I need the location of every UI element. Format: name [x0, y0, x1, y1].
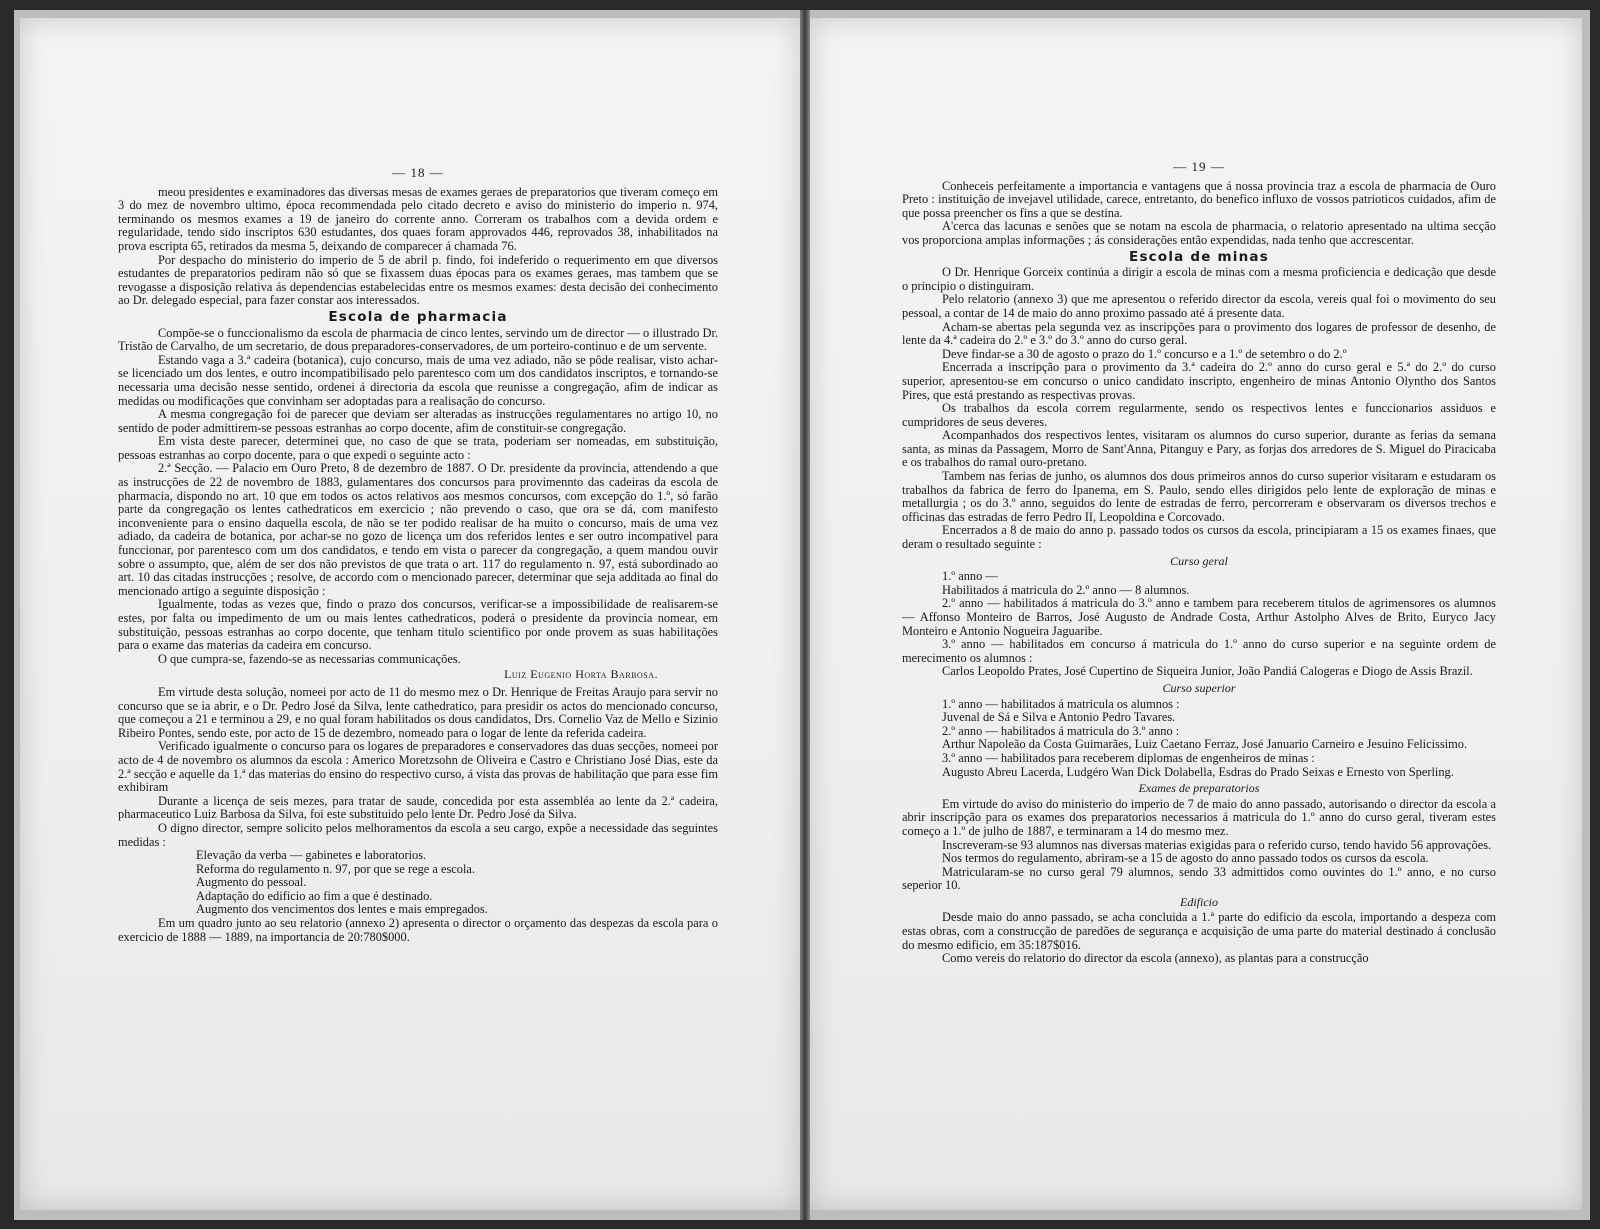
paragraph: A mesma congregação foi de parecer que deviam ser alteradas as instrucções regulamentares no artigo 10, no sentido de poder admittirem-se pessoas estranhas ao corpo docente, afim de constituir-se congregação.	[118, 407, 718, 435]
paragraph: 2.º anno — habilitados á matricula do 3.º anno e tambem para receberem titulos de agrimensores os alumnos — Affonso Monteiro de Barros, José Augusto de Andrade Costa, Arthur Astolpho Alves de Brito, Euryco Jacy Monteiro e Antonio Nogueira Jaguaribe.	[902, 596, 1496, 638]
paragraph: Nos termos do regulamento, abriram-se a 15 de agosto do anno passado todos os cursos da escola.	[942, 851, 1429, 866]
paragraph: Durante a licença de seis mezes, para tratar de saude, concedida por esta assembléa ao lente da 2.ª cadeira, pharmaceutico Luiz Barbosa da Silva, foi este substituido pelo lente Dr. Pedro José da Silva.	[118, 793, 718, 822]
paragraph: Deve findar-se a 30 de agosto o prazo do 1.º concurso e a 1.º de setembro o do 2.º	[942, 346, 1347, 361]
paragraph: 3.º anno — habilitados para receberem diplomas de engenheiros de minas :	[942, 750, 1315, 765]
paragraph: Carlos Leopoldo Prates, José Cupertino de Siqueira Junior, João Pandiá Calogeras e Diogo de Assis Brazil.	[942, 664, 1473, 679]
paragraph: Acham-se abertas pela segunda vez as inscripções para o provimento dos logares de professor de desenho, de lente da 4.ª cadeira do 2.º e 3.º do 3.º anno do curso geral.	[902, 319, 1496, 348]
exames-paragraphs	[902, 798, 1496, 893]
page-number: — 18 —	[392, 165, 444, 180]
curso-superior-list	[902, 698, 1496, 780]
paragraph: Igualmente, todas as vezes que, findo o prazo dos concursos, verificar-se a impossibilidade de realisarem-se estes, por falta ou impedimento de um ou mais lentes cathedraticos, poderá o presidente da provincia nomear, em substituição, pessoas estranhas ao corpo docente, que tenham titulo scientifico por onde provem as suas habilitações para o exame das materias da cadeira em concurso.	[118, 597, 718, 653]
heading-edificio: Edificio	[1180, 894, 1218, 909]
heading-escola-de-minas: Escola de minas	[1129, 248, 1269, 265]
left-page-text	[118, 166, 718, 944]
paragraph: Habilitados á matricula do 2.º anno — 8 alumnos.	[942, 582, 1190, 597]
paragraph: Juvenal de Sá e Silva e Antonio Pedro Tavares.	[942, 710, 1176, 725]
paragraph: Em virtude do aviso do ministerio do imperio de 7 de maio do anno passado, autorisando o director da escola a abrir inscripção para os exames dos preparatorios necessarios á matricula do 1.º anno do curso geral, tiveram estes começo a 1.º de julho de 1887, e terminaram a 14 do mesmo mez.	[902, 796, 1496, 838]
paragraph: Acompanhados dos respectivos lentes, visitaram os alumnos do curso superior, durante as ferias da semana santa, as minas da Passagem, Morro de Sant'Anna, Pitanguy e Pary, as forjas dos arredores de S. Miguel do Piracicaba e os trabalhos do ramal ouro-pretano.	[902, 428, 1496, 470]
paragraph: Os trabalhos da escola correm regularmente, sendo os respectivos lentes e funccionarios assiduos e cumpridores de seus deveres.	[902, 401, 1496, 429]
paragraph: Em virtude desta solução, nomeei por acto de 11 do mesmo mez o Dr. Henrique de Freitas Araujo para servir no concurso que se ia abrir, e o Dr. Pedro José da Silva, lente cathedratico, para presidir os actos do mencionado concurso, que começou a 21 e terminou a 29, e no qual foram habilitados os dous candidatos, Drs. Cornelio Vaz de Mello e Sizinio Ribeiro Pontes, sendo este, por acto de 15 de dezembro, nomeado para o logar de lente da referida cadeira.	[118, 684, 718, 740]
paragraph: Pelo relatorio (annexo 3) que me apresentou o referido director da escola, vereis qual foi o movimento do seu pessoal, a contar de 14 de maio do anno proximo passado até á presente data.	[902, 292, 1496, 320]
paragraph: Encerrada a inscripção para o provimento da 3.ª cadeira do 2.º anno do curso geral e 5.ª do 2.º do curso superior, apresentou-se em concurso o unico candidato inscripto, engenheiro de minas Antonio Olyntho dos Santos Pires, que está prestando as respectivas provas.	[902, 360, 1496, 402]
paragraph: A'cerca das lacunas e senões que se notam na escola de pharmacia, o relatorio apresentado na ultima secção vos proporciona amplas informações ; ás considerações então expendidas, nada tenho que accrescentar.	[902, 219, 1496, 247]
paragraph: Verificado igualmente o concurso para os logares de preparadores e conservadores das duas secções, nomeei por acto de 4 de novembro os alumnos da escola : Americo Moretzsohn de Oliveira e Castro e Christiano José Dias, este da 2.ª secção e aquelle da 1.ª das materias do ensino do respectivo curso, á vista das provas de habilitação que para esse fim exhibiram	[118, 739, 718, 795]
paragraph: Reforma do regulamento n. 97, por que se rege a escola.	[196, 861, 476, 876]
paragraph: 1.º anno — habilitados á matricula os alumnos :	[942, 696, 1180, 711]
heading-exames-de-preparatorios: Exames de preparatorios	[1138, 781, 1260, 796]
paragraph: Matricularam-se no curso geral 79 alumnos, sendo 33 admittidos como ouvintes do 1.º anno, e no curso seperior 10.	[902, 864, 1496, 893]
paragraph: O que cumpra-se, fazendo-se as necessarias communicações.	[158, 651, 461, 666]
paragraph: Augmento dos vencimentos dos lentes e mais empregados.	[196, 902, 488, 917]
signature: Luiz Eugenio Horta Barbosa.	[504, 667, 658, 682]
paragraph: 1.º anno —	[942, 569, 998, 584]
right-page-text	[902, 160, 1496, 966]
curso-geral-list	[902, 570, 1496, 679]
left-paragraphs-a	[118, 186, 718, 308]
paragraph: Augusto Abreu Lacerda, Ludgéro Wan Dick Dolabella, Esdras do Prado Seixas e Ernesto von Sperling.	[942, 764, 1454, 779]
book-spread	[14, 10, 1590, 1220]
right-paragraphs-b	[902, 266, 1496, 551]
closing-paragraph: Em um quadro junto ao seu relatorio (annexo 2) apresenta o director o orçamento das despezas da escola para o exercicio de 1888 — 1889, na importancia de 20:780$000.	[118, 916, 718, 944]
paragraph: 2.ª Secção. — Palacio em Ouro Preto, 8 de dezembro de 1887. O Dr. presidente da provincia, attendendo a que as instrucções de 22 de novembro de 1883, gulamentares dos concursos para provimennto das cadeiras da escola de pharmacia, dispondo no art. 10 que em todos os actos relativos aos mesmos concursos, com excepção do 1.º, só farão parte da congregação os lentes cathedraticos em exercicio ; não prevendo o caso, que ora se dá, com manifesto inconveniente para o ensino daquella escola, de não se ter podido realisar de ha muito o concurso, mais de uma vez adiado, da cadeira de botanica, por achar-se no gozo de licença um dos referidos lentes e ser outro incompativel para funccionar, por parentesco com um dos candidatos, e tendo em vista o parecer da congregação, a quem mandou ouvir sobre o assumpto, que, além de ser dos não previstos de que trata o art. 117 do regulamento n. 97, está subordinado ao art. 10 das citadas instrucções ; resolve, de accordo com o mencionado parecer, determinar que seja additada ao final do mencionado artigo a seguinte disposição :	[118, 461, 718, 598]
paragraph: Conheceis perfeitamente a importancia e vantagens que á nossa provincia traz a escola de pharmacia de Ouro Preto : instituição de invejavel utilidade, carece, entretanto, do benefico influxo de vossos patrioticos cuidados, afim de que possa preencher os fins a que se destina.	[902, 178, 1496, 220]
left-paragraphs-c	[118, 686, 718, 849]
paragraph: 2.º anno — habilitados á matricula do 3.º anno :	[942, 723, 1180, 738]
edificio-paragraphs	[902, 911, 1496, 965]
paragraph: Estando vaga a 3.ª cadeira (botanica), cujo concurso, mais de uma vez adiado, não se pôde realisar, visto achar-se licenciado um dos lentes, e outro incompatibilisado pelo parentesco com um dos candidatos inscriptos, e tornando-se necessaria uma decisão nesse sentido, ordenei á directoria da escola que reunisse a congregação, afim de indicar as medidas ou modificações que convinham ser adoptadas para a realisação do concurso.	[118, 352, 718, 408]
heading-escola-de-pharmacia: Escola de pharmacia	[328, 308, 508, 325]
paragraph: Adaptação do edificio ao fim a que é destinado.	[196, 888, 433, 903]
paragraph: Como vereis do relatorio do director da escola (annexo), as plantas para a construcção	[942, 951, 1369, 966]
page-number: — 19 —	[1173, 159, 1225, 174]
paragraph: Inscreveram-se 93 alumnos nas diversas materias exigidas para o referido curso, tendo havido 56 approvações.	[942, 837, 1492, 852]
heading-curso-geral: Curso geral	[1170, 553, 1228, 568]
left-page	[20, 18, 800, 1210]
right-page	[810, 18, 1582, 1210]
paragraph: O Dr. Henrique Gorceix continúa a dirigir a escola de minas com a mesma proficiencia e dedicação que desde o principio o distinguiram.	[902, 265, 1496, 293]
measures-list	[118, 849, 718, 917]
paragraph: Arthur Napoleão da Costa Guimarães, Luiz Caetano Ferraz, José Januario Carneiro e Jesuino Felicissimo.	[942, 737, 1468, 752]
right-paragraphs-a	[902, 180, 1496, 248]
paragraph: Desde maio do anno passado, se acha concluida a 1.ª parte do edificio da escola, importando a despeza com estas obras, com a construcção de paredões de segurança e acquisição de uma parte do material destinado á conclusão do mesmo edificio, em 35:187$016.	[902, 910, 1496, 952]
paragraph: Augmento do pessoal.	[196, 875, 307, 890]
paragraph: O digno director, sempre solicito pelos melhoramentos da escola a seu cargo, expõe a necessidade das seguintes medidas :	[118, 820, 718, 849]
left-paragraphs-b	[118, 327, 718, 667]
paragraph: Em vista deste parecer, determinei que, no caso de que se trata, poderiam ser nomeadas, em substituição, pessoas estranhas ao corpo docente, para o que expedi o seguinte acto :	[118, 434, 718, 462]
paragraph: 3.º anno — habilitados em concurso á matricula do 1.º anno do curso superior e na seguinte ordem de merecimento os alumnos :	[902, 637, 1496, 665]
paragraph: Tambem nas ferias de junho, os alumnos dos dous primeiros annos do curso superior visitaram e estudaram os trabalhos da fabrica de ferro do Ipanema, em S. Paulo, sendo elles dirigidos pelo lente de exploração de minas e metallurgia ; os do 3.º anno, seguidos do lente de estradas de ferro, percorreram e observaram os diversos trechos e officinas das estradas de ferro Pedro II, Leopoldina e Corcovado.	[902, 469, 1496, 524]
paragraph: Elevação da verba — gabinetes e laboratorios.	[196, 848, 427, 863]
paragraph: meou presidentes e examinadores das diversas mesas de exames geraes de preparatorios que tiveram começo em 3 do mez de novembro ultimo, época recommendada pelo citado decreto e aviso do ministerio do imperio n. 974, terminando os mesmos exames a 19 de janeiro do corrente anno. Correram os trabalhos com a devida ordem e regularidade, tendo sido inscriptos 630 estudantes, dos quaes foram approvados 446, reprovados 38, inhabilitados na prova escripta 65, retirados da mesma 5, deixando de comparecer á chamada 76.	[118, 184, 718, 253]
paragraph: Compõe-se o funccionalismo da escola de pharmacia de cinco lentes, servindo um de director — o illustrado Dr. Tristão de Carvalho, de um secretario, de dous preparadores-conservadores, de um porteiro-continuo e de um servente.	[118, 325, 718, 354]
paragraph: Por despacho do ministerio do imperio de 5 de abril p. findo, foi indeferido o requerimento em que diversos estudantes de preparatorios pediram não só que se fixassem duas épocas para os exames geraes, mas tambem que se revogasse a disposição relativa ás dependencias estabelecidas entre os mesmos exames: desta decisão dei conhecimento ao Dr. delegado especial, para fazer constar aos interessados.	[118, 252, 718, 308]
heading-curso-superior: Curso superior	[1162, 680, 1236, 695]
book-gutter	[800, 10, 810, 1220]
paragraph: Encerrados a 8 de maio do anno p. passado todos os cursos da escola, principiaram a 15 os exames finaes, que deram o resultado seguinte :	[902, 523, 1496, 552]
